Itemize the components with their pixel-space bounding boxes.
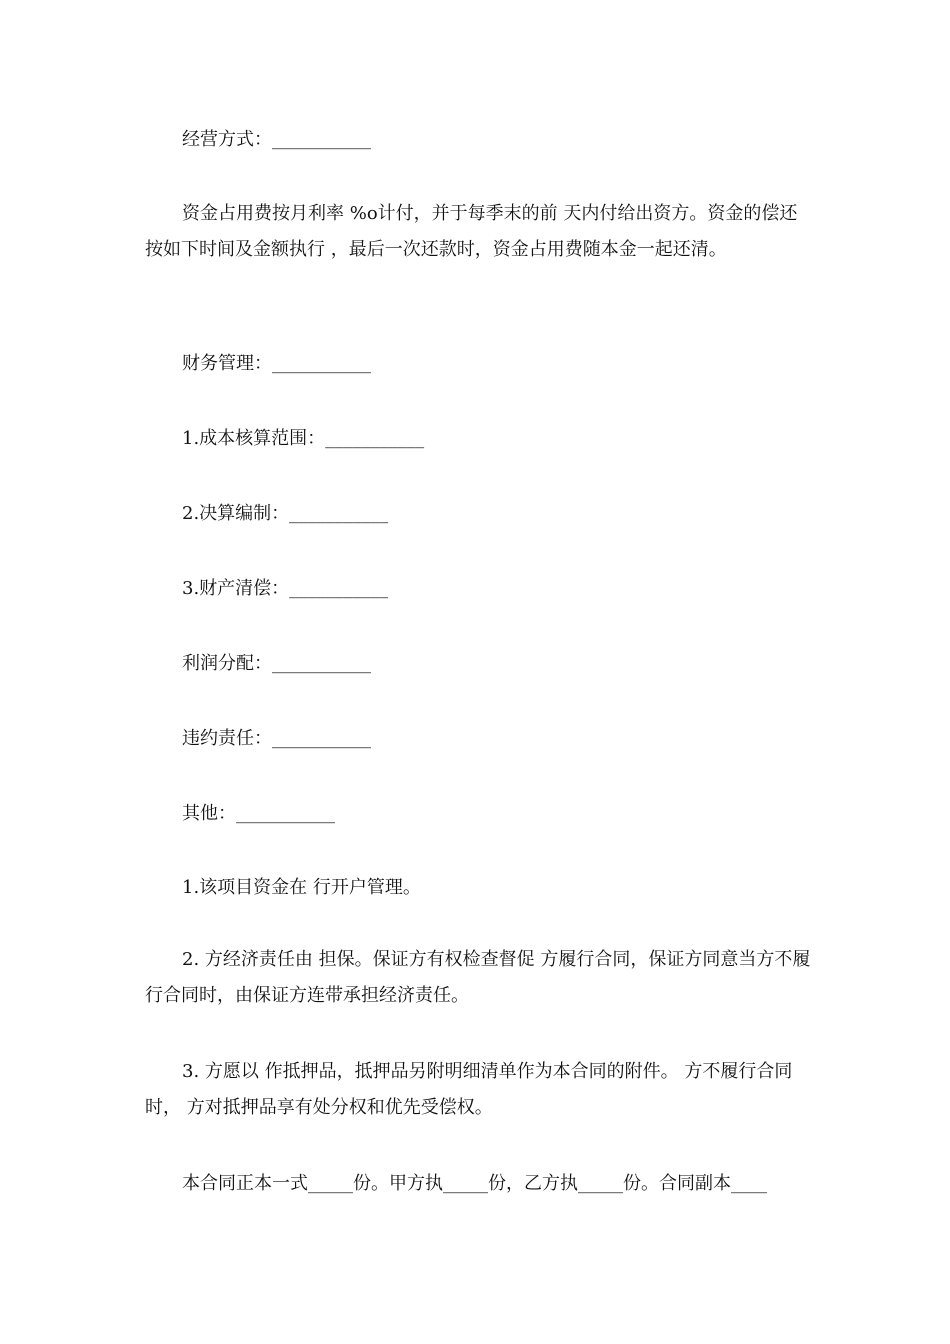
liability-paragraph: 违约责任：___________: [182, 728, 371, 749]
copies-paragraph: 本合同正本一式_____份。甲方执_____份，乙方执_____份。合同副本____: [182, 1173, 767, 1194]
asset-liquidation-paragraph: 3.财产清偿：___________: [182, 578, 389, 599]
finance-management-paragraph: 财务管理：___________: [182, 353, 371, 374]
capital-fee-paragraph: 资金占用费按月利率 %o计付，并于每季末的前 天内付给出资方。资金的偿还按如下时间及金额执行 ，最后一次还款时，资金占用费随本金一起还清。: [145, 203, 798, 260]
settlement-paragraph: 2.决算编制：___________: [182, 503, 389, 524]
business-mode-paragraph: 经营方式：___________: [182, 129, 371, 150]
other-paragraph: 其他：___________: [182, 803, 335, 824]
profit-distribution-paragraph: 利润分配：___________: [182, 653, 371, 674]
cost-scope-paragraph: 1.成本核算范围：___________: [182, 428, 425, 449]
other-item-1-paragraph: 1.该项目资金在 行开户管理。: [182, 877, 421, 898]
other-item-2-paragraph: 2. 方经济责任由 担保。保证方有权检查督促 方履行合同，保证方同意当方不履行合同时，由保证方连带承担经济责任。: [145, 949, 811, 1006]
other-item-3-paragraph: 3. 方愿以 作抵押品，抵押品另附明细清单作为本合同的附件。 方不履行合同时， 方对抵押品享有处分权和优先受偿权。: [145, 1061, 793, 1118]
